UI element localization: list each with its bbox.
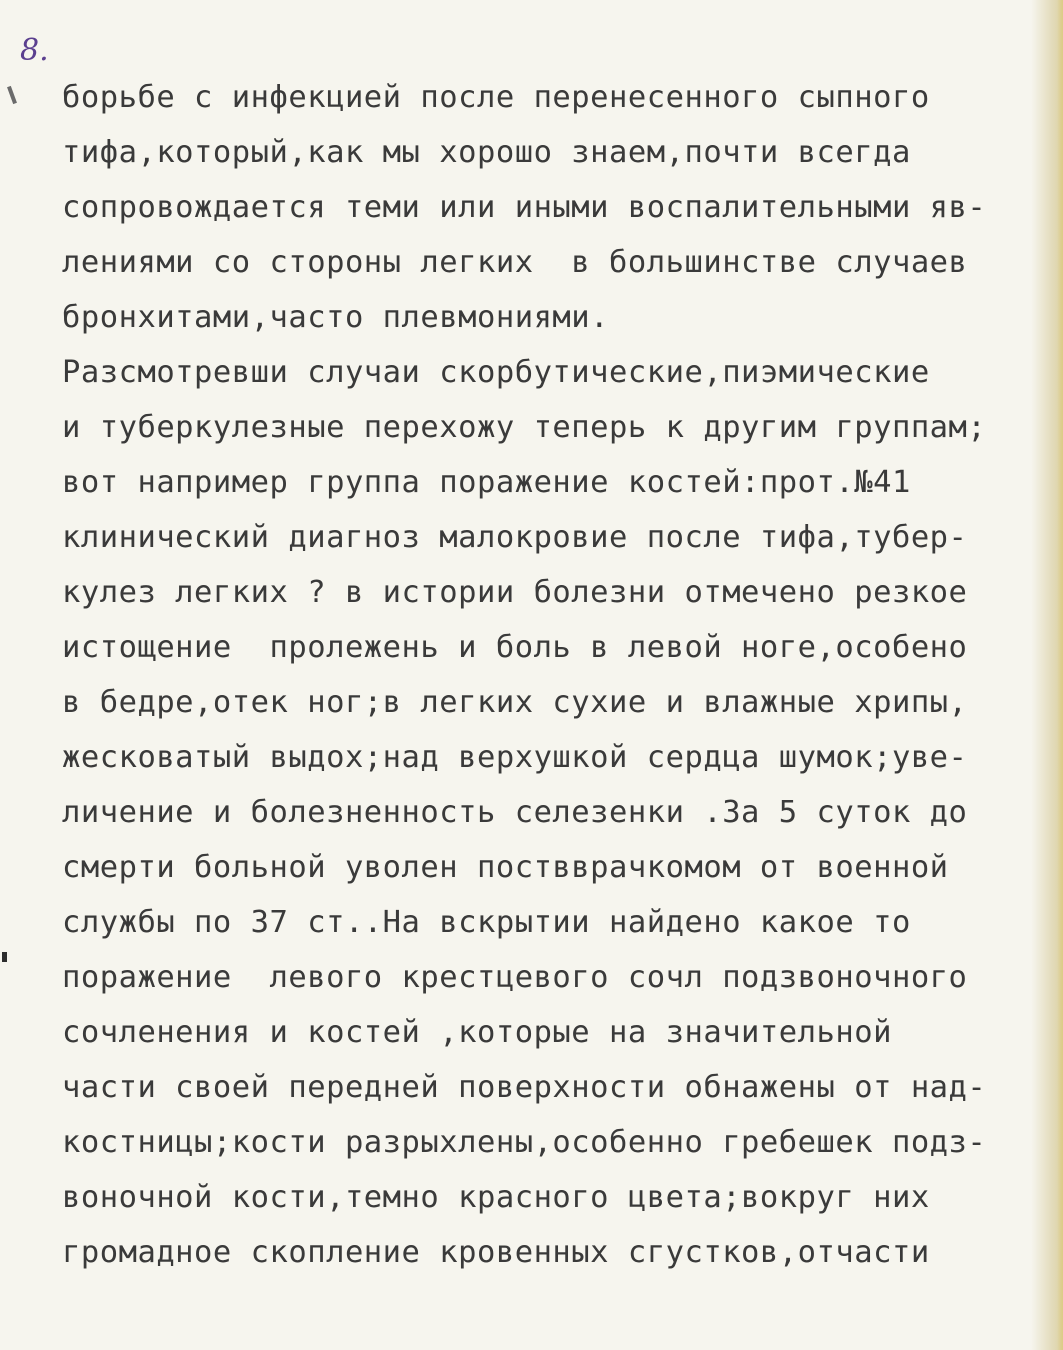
pencil-mark (7, 86, 17, 104)
text-line: лениями со стороны легких в большинстве случаев (62, 245, 968, 280)
text-line: сопровождается теми или иными воспалительными яв- (62, 190, 987, 225)
text-line: борьбе с инфекцией после перенесенного сыпного (62, 80, 930, 115)
text-line: личение и болезненность селезенки .За 5 суток до (62, 795, 968, 830)
text-line: истощение пролежень и боль в левой ноге,особено (62, 630, 968, 665)
ink-mark (2, 952, 7, 962)
text-line: костницы;кости разрыхлены,особенно гребешек подз- (62, 1125, 987, 1160)
text-line: службы по 37 ст..На вскрытии найдено какое то (62, 905, 911, 940)
typewritten-text (62, 70, 1052, 1280)
text-line: тифа,который,как мы хорошо знаем,почти всегда (62, 135, 911, 170)
text-line: в бедре,отек ног;в легких сухие и влажные хрипы, (62, 685, 968, 720)
text-line: клинический диагноз малокровие после тифа,тубер- (62, 520, 968, 555)
text-line: поражение левого крестцевого сочл подзвоночного (62, 960, 968, 995)
text-line: громадное скопление кровенных сгустков,отчасти (62, 1235, 930, 1270)
text-line: части своей передней поверхности обнажены от над- (62, 1070, 987, 1105)
text-line: жесковатый выдох;над верхушкой сердца шумок;уве- (62, 740, 968, 775)
text-line: бронхитами,часто плевмониями. (62, 300, 610, 335)
page-number: 8. (20, 33, 49, 68)
text-line: воночной кости,темно красного цвета;вокруг них (62, 1180, 930, 1215)
text-line: сочленения и костей ,которые на значительной (62, 1015, 892, 1050)
page-edge-shadow (1057, 0, 1063, 1350)
text-line: и туберкулезные перехожу теперь к другим группам; (62, 410, 987, 445)
text-line: Разсмотревши случаи скорбутические,пиэмические (62, 355, 930, 390)
text-line: кулез легких ? в истории болезни отмечено резкое (62, 575, 968, 610)
text-line: смерти больной уволен поствврачкомом от военной (62, 850, 949, 885)
text-line: вот например группа поражение костей:прот.№41 (62, 465, 911, 500)
